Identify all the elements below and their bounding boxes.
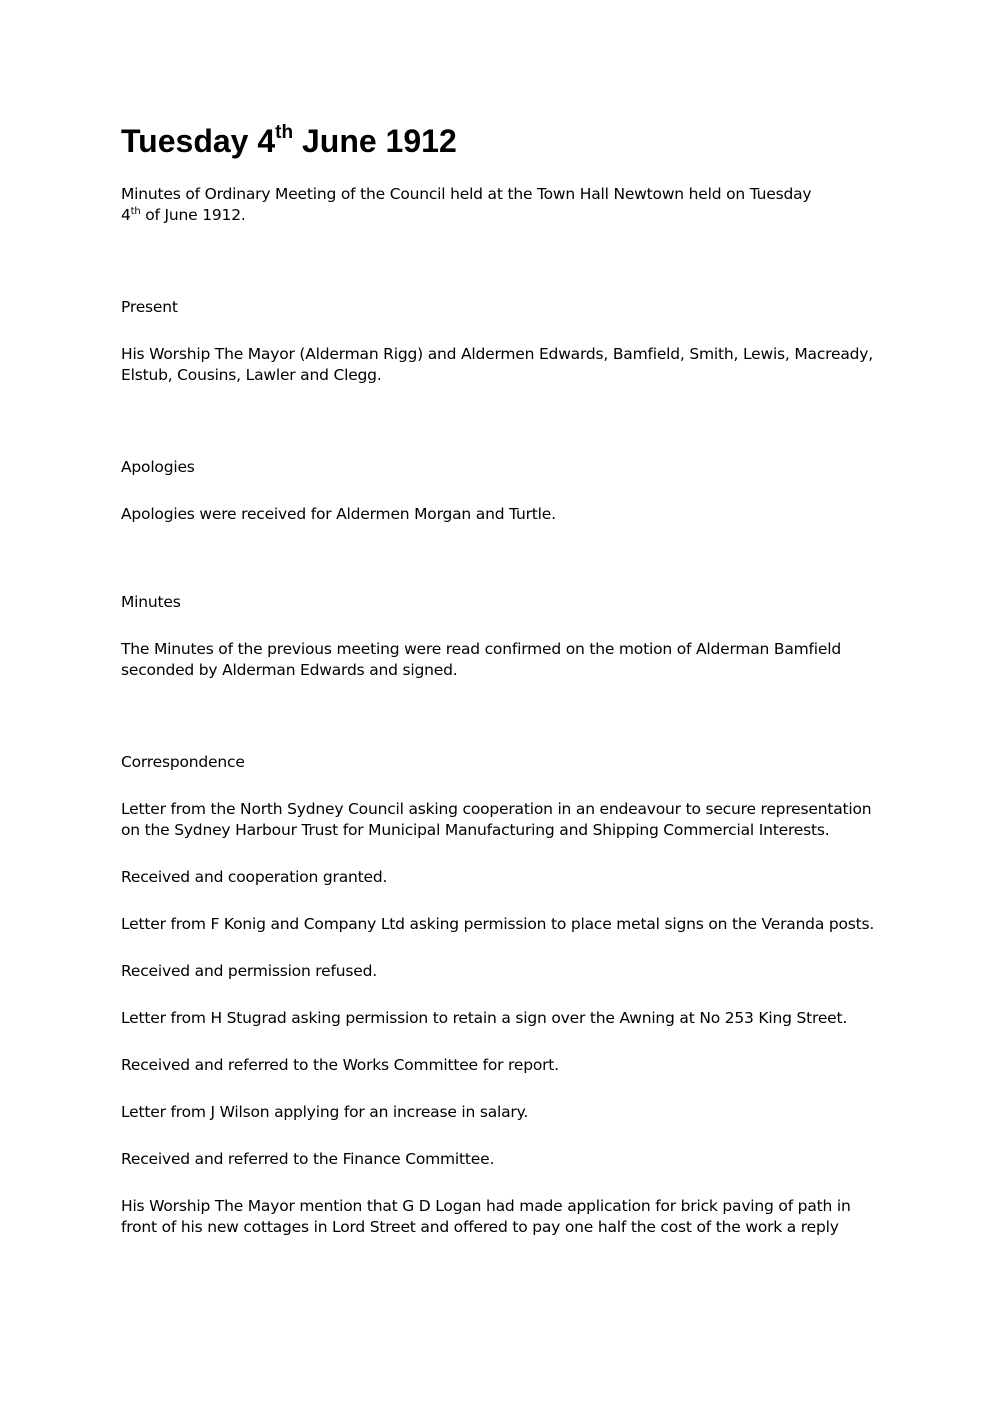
correspondence-item: His Worship The Mayor mention that G D Logan had made application for brick paving of path in front of his new cottages in Lord Street and offered to pay one half the cost of the work a reply	[121, 1197, 851, 1236]
correspondence-item: Letter from J Wilson applying for an increase in salary.	[121, 1103, 529, 1121]
intro-date-suffix: of June 1912.	[140, 206, 246, 224]
title-prefix: Tuesday 4	[121, 123, 276, 159]
correspondence-heading: Correspondence	[121, 753, 245, 771]
present-body: His Worship The Mayor (Alderman Rigg) and Aldermen Edwards, Bamfield, Smith, Lewis, Macready, Elstub, Cousins, Lawler and Clegg.	[121, 345, 873, 384]
intro-date-superscript: th	[130, 205, 141, 217]
minutes-body: The Minutes of the previous meeting were read confirmed on the motion of Alderman Bamfield seconded by Alderman Edwards and signed.	[121, 640, 841, 679]
correspondence-item: Received and cooperation granted.	[121, 868, 388, 886]
intro-date-prefix: 4	[121, 206, 131, 224]
minutes-heading: Minutes	[121, 593, 181, 611]
apologies-heading: Apologies	[121, 458, 195, 476]
present-heading: Present	[121, 298, 178, 316]
intro-text: Minutes of Ordinary Meeting of the Council held at the Town Hall Newtown held on Tuesday	[121, 185, 812, 203]
correspondence-item: Received and permission refused.	[121, 962, 377, 980]
correspondence-item: Received and referred to the Works Committee for report.	[121, 1056, 559, 1074]
correspondence-item: Letter from H Stugrad asking permission to retain a sign over the Awning at No 253 King Street.	[121, 1009, 848, 1027]
intro-paragraph	[121, 184, 881, 226]
correspondence-item: Letter from the North Sydney Council asking cooperation in an endeavour to secure representation on the Sydney Harbour Trust for Municipal Manufacturing and Shipping Commercial Interests.	[121, 800, 872, 839]
title-suffix: June 1912	[293, 123, 457, 159]
correspondence-item: Letter from F Konig and Company Ltd asking permission to place metal signs on the Veranda posts.	[121, 915, 875, 933]
document-title	[121, 122, 881, 160]
correspondence-item: Received and referred to the Finance Committee.	[121, 1150, 495, 1168]
apologies-body: Apologies were received for Aldermen Morgan and Turtle.	[121, 505, 556, 523]
document-content	[121, 122, 881, 1238]
title-superscript: th	[275, 122, 294, 144]
